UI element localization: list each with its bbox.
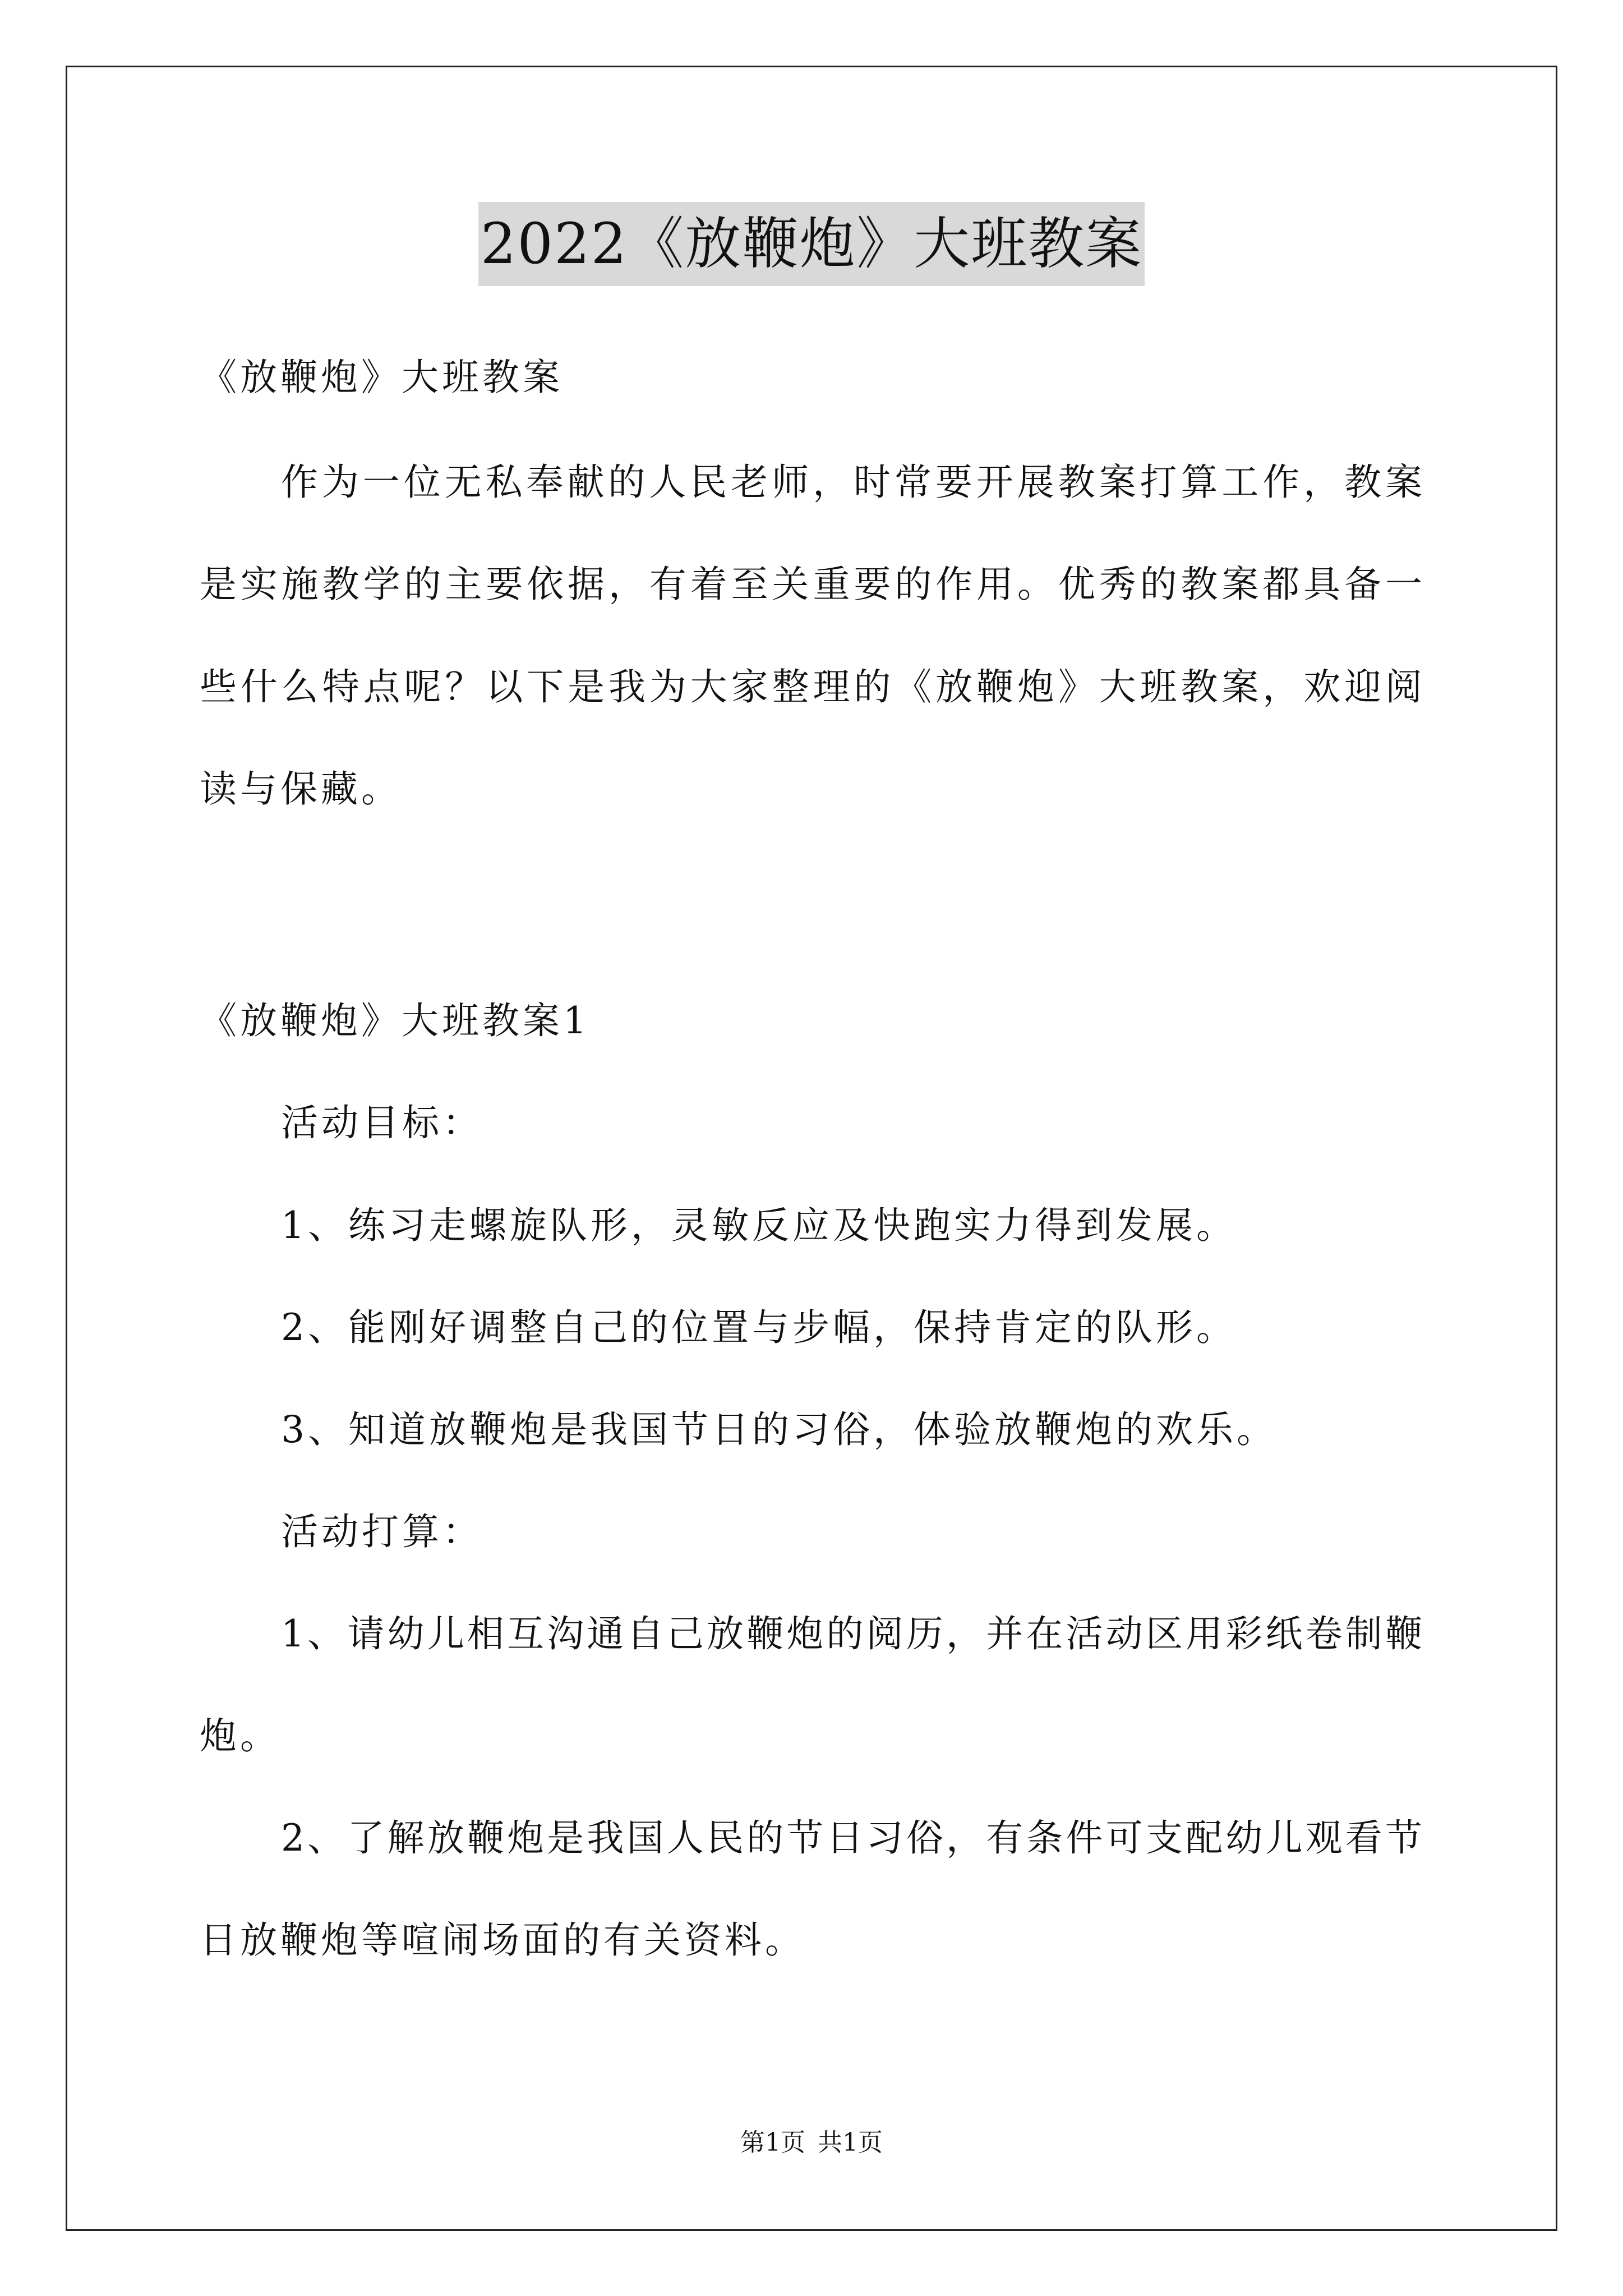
document-title: 2022《放鞭炮》大班教案	[478, 202, 1145, 286]
current-page-label: 第1页	[740, 2128, 805, 2157]
total-pages-label: 共1页	[818, 2128, 883, 2157]
preparation-item-2-line-2: 日放鞭炮等喧闹场面的有关资料。	[200, 1918, 805, 1962]
preparation-item-1-line-2: 炮。	[200, 1714, 280, 1757]
subtitle-line: 《放鞭炮》大班教案	[200, 356, 563, 399]
goal-item-3: 3、知道放鞭炮是我国节日的习俗，体验放鞭炮的欢乐。	[281, 1408, 1277, 1451]
intro-line-4: 读与保藏。	[200, 767, 402, 811]
intro-line-1: 作为一位无私奉献的人民老师，时常要开展教案打算工作，教案	[281, 461, 1422, 504]
intro-line-3: 些什么特点呢？以下是我为大家整理的《放鞭炮》大班教案，欢迎阅	[200, 665, 1422, 708]
preparation-item-2-line-1: 2、了解放鞭炮是我国人民的节日习俗，有条件可支配幼儿观看节	[281, 1816, 1422, 1860]
preparation-heading: 活动打算：	[281, 1510, 483, 1553]
section-heading: 《放鞭炮》大班教案1	[200, 999, 590, 1042]
goal-item-2: 2、能刚好调整自己的位置与步幅，保持肯定的队形。	[281, 1306, 1237, 1349]
page-footer	[0, 2126, 1623, 2160]
goals-heading: 活动目标：	[281, 1101, 483, 1144]
intro-line-2: 是实施教学的主要依据，有着至关重要的作用。优秀的教案都具备一	[200, 563, 1422, 606]
preparation-item-1-line-1: 1、请幼儿相互沟通自己放鞭炮的阅历，并在活动区用彩纸卷制鞭	[281, 1612, 1422, 1655]
goal-item-1: 1、练习走螺旋队形，灵敏反应及快跑实力得到发展。	[281, 1204, 1237, 1247]
title-container	[0, 202, 1623, 286]
